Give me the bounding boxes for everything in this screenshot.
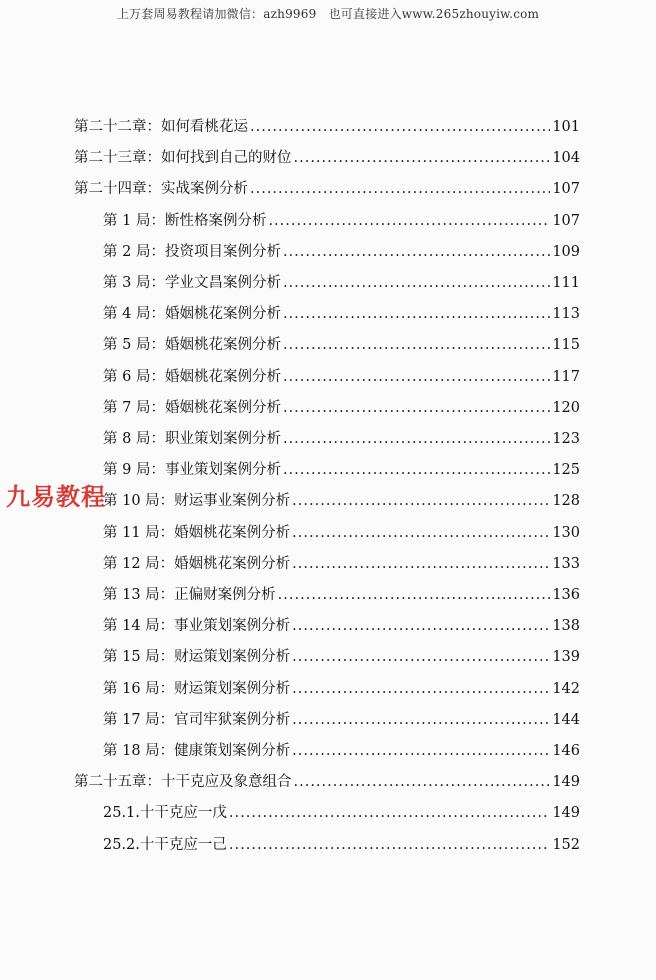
- toc-entry-label: 第 17 局：官司牢狱案例分析: [103, 711, 291, 728]
- toc-entry-label: 第二十二章：如何看桃花运: [74, 119, 248, 135]
- toc-entry-label: 第 7 局：婚姻桃花案例分析: [103, 399, 281, 416]
- toc-entry-label: 第 10 局：财运事业案例分析: [103, 493, 291, 510]
- toc-dot-leader: [292, 712, 550, 728]
- toc-entry-label: 第 18 局：健康策划案例分析: [103, 743, 291, 759]
- toc-section-entry[interactable]: [103, 302, 580, 326]
- toc-page-number: 152: [552, 836, 580, 853]
- toc-page-number: 104: [552, 150, 580, 167]
- toc-page-number: 107: [552, 212, 580, 229]
- toc-entry-label: 第 13 局：正偏财案例分析: [103, 587, 276, 603]
- toc-page-number: 120: [552, 399, 580, 416]
- toc-entry-label: 第 1 局：断性格案例分析: [103, 212, 267, 229]
- toc-entry-label: 第二十三章：如何找到自己的财位: [74, 150, 292, 167]
- toc-section-entry[interactable]: [103, 708, 580, 732]
- toc-entry-label: 第二十五章：十干克应及象意组合: [74, 774, 292, 791]
- toc-page-number: 101: [552, 119, 580, 135]
- toc-dot-leader: [292, 649, 550, 665]
- toc-entry-label: 第 6 局：婚姻桃花案例分析: [103, 368, 281, 385]
- toc-section-entry[interactable]: [103, 521, 580, 545]
- toc-dot-leader: [283, 275, 550, 291]
- toc-dot-leader: [292, 618, 550, 634]
- toc-section-entry[interactable]: [103, 333, 580, 357]
- toc-page-number: 109: [552, 243, 580, 260]
- toc-dot-leader: [292, 743, 550, 759]
- toc-page-number: 107: [552, 181, 580, 198]
- toc-section-entry[interactable]: [103, 645, 580, 669]
- toc-dot-leader: [283, 244, 550, 260]
- toc-section-entry[interactable]: [103, 365, 580, 389]
- toc-entry-label: 第 4 局：婚姻桃花案例分析: [103, 306, 281, 323]
- toc-page-number: 146: [552, 743, 580, 759]
- toc-dot-leader: [292, 493, 550, 509]
- toc-section-entry[interactable]: [103, 801, 580, 825]
- toc-dot-leader: [283, 306, 550, 322]
- toc-dot-leader: [294, 150, 551, 166]
- toc-page-number: 142: [552, 680, 580, 697]
- page-header: 上万套周易教程请加微信：azh9969 也可直接进入www.265zhouyiw.com: [116, 7, 540, 21]
- toc-entry-label: 第 8 局：职业策划案例分析: [103, 431, 281, 447]
- toc-section-entry[interactable]: [103, 583, 580, 607]
- toc-section-entry[interactable]: [103, 396, 580, 420]
- toc-section-entry[interactable]: [103, 427, 580, 451]
- toc-dot-leader: [283, 400, 550, 416]
- toc-entry-label: 第 16 局：财运策划案例分析: [103, 680, 291, 697]
- toc-page-number: 133: [552, 555, 580, 572]
- toc-dot-leader: [292, 556, 550, 572]
- toc-section-entry[interactable]: [103, 739, 580, 763]
- toc-page-number: 138: [552, 618, 580, 635]
- toc-dot-leader: [294, 774, 551, 790]
- toc-page-number: 136: [552, 587, 580, 603]
- toc-entry-label: 第 5 局：婚姻桃花案例分析: [103, 337, 281, 354]
- toc-entry-label: 第 11 局：婚姻桃花案例分析: [103, 524, 291, 541]
- toc-dot-leader: [283, 337, 550, 353]
- toc-entry-label: 25.1.十干克应一戊: [103, 805, 227, 822]
- toc-section-entry[interactable]: [103, 271, 580, 295]
- toc-entry-label: 25.2.十干克应一己: [103, 836, 227, 853]
- toc-entry-label: 第 12 局：婚姻桃花案例分析: [103, 555, 291, 572]
- toc-page-number: 123: [552, 431, 580, 447]
- toc-page-number: 149: [552, 774, 580, 791]
- toc-section-entry[interactable]: [103, 833, 580, 857]
- toc-page-number: 115: [552, 337, 580, 354]
- toc-dot-leader: [250, 119, 550, 135]
- toc-dot-leader: [283, 431, 550, 447]
- toc-entry-label: 第 15 局：财运策划案例分析: [103, 649, 291, 666]
- toc-page-number: 128: [552, 493, 580, 510]
- toc-page-number: 144: [552, 711, 580, 728]
- toc-section-entry[interactable]: [103, 489, 580, 513]
- toc-section-entry[interactable]: [103, 209, 580, 233]
- toc-dot-leader: [250, 181, 550, 197]
- toc-chapter-entry[interactable]: [74, 177, 580, 201]
- toc-dot-leader: [292, 525, 550, 541]
- toc-entry-label: 第 3 局：学业文昌案例分析: [103, 275, 281, 291]
- toc-page-number: 125: [552, 462, 580, 479]
- toc-page-number: 111: [552, 275, 580, 291]
- toc-section-entry[interactable]: [103, 552, 580, 576]
- toc-page-number: 139: [552, 649, 580, 666]
- toc-dot-leader: [229, 837, 550, 853]
- watermark-logo: 九易教程: [6, 483, 106, 511]
- toc-section-entry[interactable]: [103, 240, 580, 264]
- toc-section-entry[interactable]: [103, 614, 580, 638]
- toc-dot-leader: [229, 805, 550, 821]
- toc-entry-label: 第二十四章：实战案例分析: [74, 181, 248, 198]
- toc-dot-leader: [283, 462, 550, 478]
- toc-page-number: 117: [552, 368, 580, 385]
- toc-section-entry[interactable]: [103, 677, 580, 701]
- toc-dot-leader: [278, 587, 551, 603]
- toc-page-number: 130: [552, 524, 580, 541]
- toc-chapter-entry[interactable]: [74, 770, 580, 794]
- toc-dot-leader: [283, 369, 550, 385]
- toc-page-number: 113: [552, 306, 580, 323]
- toc-entry-label: 第 2 局：投资项目案例分析: [103, 243, 281, 260]
- toc-chapter-entry[interactable]: [74, 146, 580, 170]
- toc-dot-leader: [268, 213, 550, 229]
- toc-dot-leader: [292, 681, 550, 697]
- toc-chapter-entry[interactable]: [74, 115, 580, 139]
- toc-entry-label: 第 9 局：事业策划案例分析: [103, 462, 281, 479]
- toc-section-entry[interactable]: [103, 458, 580, 482]
- toc-page-number: 149: [552, 805, 580, 822]
- toc-entry-label: 第 14 局：事业策划案例分析: [103, 618, 291, 635]
